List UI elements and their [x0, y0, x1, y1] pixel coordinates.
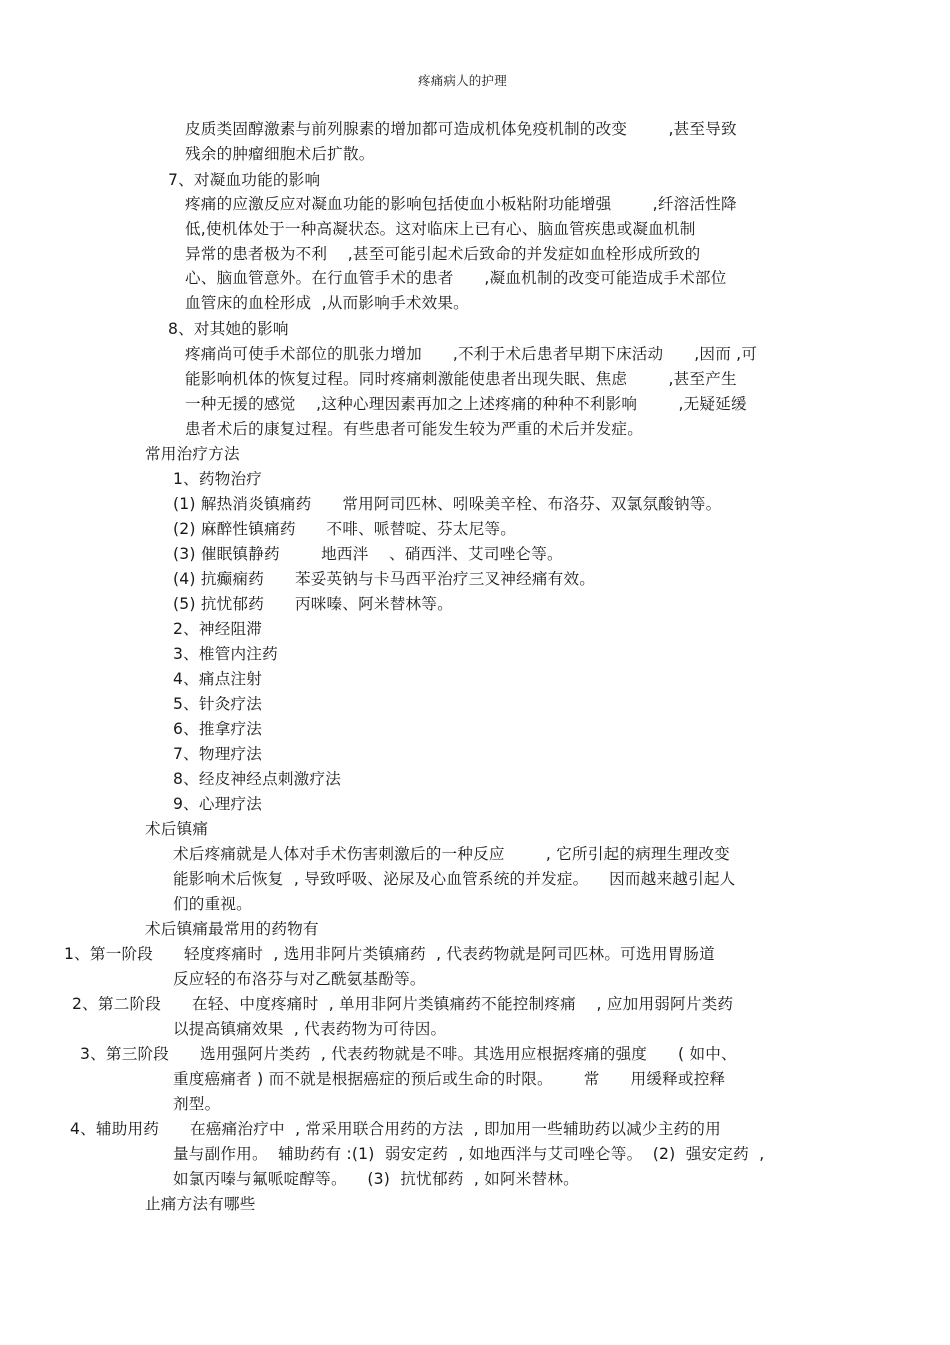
list-item: 6、推拿疗法 — [173, 720, 263, 738]
text-line: 疼痛尚可使手术部位的肌张力增加 ,不利于术后患者早期下床活动 ,因而 ,可 — [185, 345, 758, 363]
text-line: 们的重视。 — [173, 895, 252, 913]
list-item: 9、心理疗法 — [173, 795, 263, 813]
subsection-heading: 1、药物治疗 — [173, 470, 263, 488]
section-heading: 术后镇痛最常用的药物有 — [145, 920, 319, 938]
stage-item: 4、辅助用药 在癌痛治疗中 , 常采用联合用药的方法 , 即加用一些辅助药以减少主药的用 — [70, 1120, 721, 1138]
text-line: 皮质类固醇激素与前列腺素的增加都可造成机体免疫机制的改变 ,甚至导致 — [185, 120, 737, 138]
text-line: 量与副作用。 辅助药有 :(1) 弱安定药 , 如地西泮与艾司唑仑等。 (2) 强安定药 , — [173, 1145, 765, 1163]
section-heading: 7、对凝血功能的影响 — [168, 171, 321, 189]
drug-item: (2) 麻醉性镇痛药 不啡、哌替啶、芬太尼等。 — [173, 520, 517, 538]
stage-item: 3、第三阶段 选用强阿片类药 , 代表药物就是不啡。其选用应根据疼痛的强度 ( 如中、 — [80, 1045, 737, 1063]
text-line: 血管床的血栓形成 ,从而影响手术效果。 — [185, 294, 469, 312]
section-heading: 8、对其她的影响 — [168, 320, 289, 338]
text-line: 患者术后的康复过程。有些患者可能发生较为严重的术后并发症。 — [185, 420, 644, 438]
list-item: 3、椎管内注药 — [173, 645, 278, 663]
text-line: 异常的患者极为不利 ,甚至可能引起术后致命的并发症如血栓形成所致的 — [185, 245, 701, 263]
list-item: 2、神经阻滞 — [173, 620, 263, 638]
section-heading: 术后镇痛 — [145, 820, 209, 838]
text-line: 能影响术后恢复 , 导致呼吸、泌尿及心血管系统的并发症。 因而越来越引起人 — [173, 870, 736, 888]
drug-item: (1) 解热消炎镇痛药 常用阿司匹林、吲哚美辛栓、布洛芬、双氯氛酸钠等。 — [173, 495, 722, 513]
text-line: 剂型。 — [173, 1095, 221, 1113]
text-line: 术后疼痛就是人体对手术伤害刺激后的一种反应 , 它所引起的病理生理改变 — [173, 845, 730, 863]
list-item: 4、痛点注射 — [173, 670, 263, 688]
text-line: 如氯丙嗪与氟哌啶醇等。 (3) 抗忧郁药 , 如阿米替林。 — [173, 1170, 579, 1188]
text-line: 心、脑血管意外。在行血管手术的患者 ,凝血机制的改变可能造成手术部位 — [185, 269, 727, 287]
section-heading: 止痛方法有哪些 — [145, 1195, 256, 1213]
text-line: 低,使机体处于一种高凝状态。这对临床上已有心、脑血管疾患或凝血机制 — [185, 220, 696, 238]
list-item: 7、物理疗法 — [173, 745, 263, 763]
section-heading: 常用治疗方法 — [145, 445, 240, 463]
text-line: 残余的肿瘤细胞术后扩散。 — [185, 145, 375, 163]
text-line: 能影响机体的恢复过程。同时疼痛刺激能使患者出现失眠、焦虑 ,甚至产生 — [185, 370, 737, 388]
stage-item: 1、第一阶段 轻度疼痛时 , 选用非阿片类镇痛药 , 代表药物就是阿司匹林。可选用胃肠道 — [64, 945, 715, 963]
text-line: 以提高镇痛效果 , 代表药物为可待因。 — [173, 1020, 447, 1038]
list-item: 8、经皮神经点刺激疗法 — [173, 770, 342, 788]
text-line: 反应轻的布洛芬与对乙酰氨基酚等。 — [173, 970, 426, 988]
stage-item: 2、第二阶段 在轻、中度疼痛时 , 单用非阿片类镇痛药不能控制疼痛 , 应加用弱阿片类药 — [72, 995, 734, 1013]
page-header: 疼痛病人的护理 — [418, 73, 507, 88]
list-item: 5、针灸疗法 — [173, 695, 263, 713]
text-line: 一种无援的感觉 ,这种心理因素再加之上述疼痛的种种不利影响 ,无疑延缓 — [185, 395, 747, 413]
drug-item: (4) 抗癫痫药 苯妥英钠与卡马西平治疗三叉神经痛有效。 — [173, 570, 596, 588]
drug-item: (5) 抗忧郁药 丙咪嗪、阿米替林等。 — [173, 595, 453, 613]
text-line: 疼痛的应激反应对凝血功能的影响包括使血小板粘附功能增强 ,纤溶活性降 — [185, 195, 737, 213]
drug-item: (3) 催眠镇静药 地西泮 、硝西泮、艾司唑仑等。 — [173, 545, 563, 563]
text-line: 重度癌痛者 ) 而不就是根据癌症的预后或生命的时限。 常 用缓释或控释 — [173, 1070, 726, 1088]
